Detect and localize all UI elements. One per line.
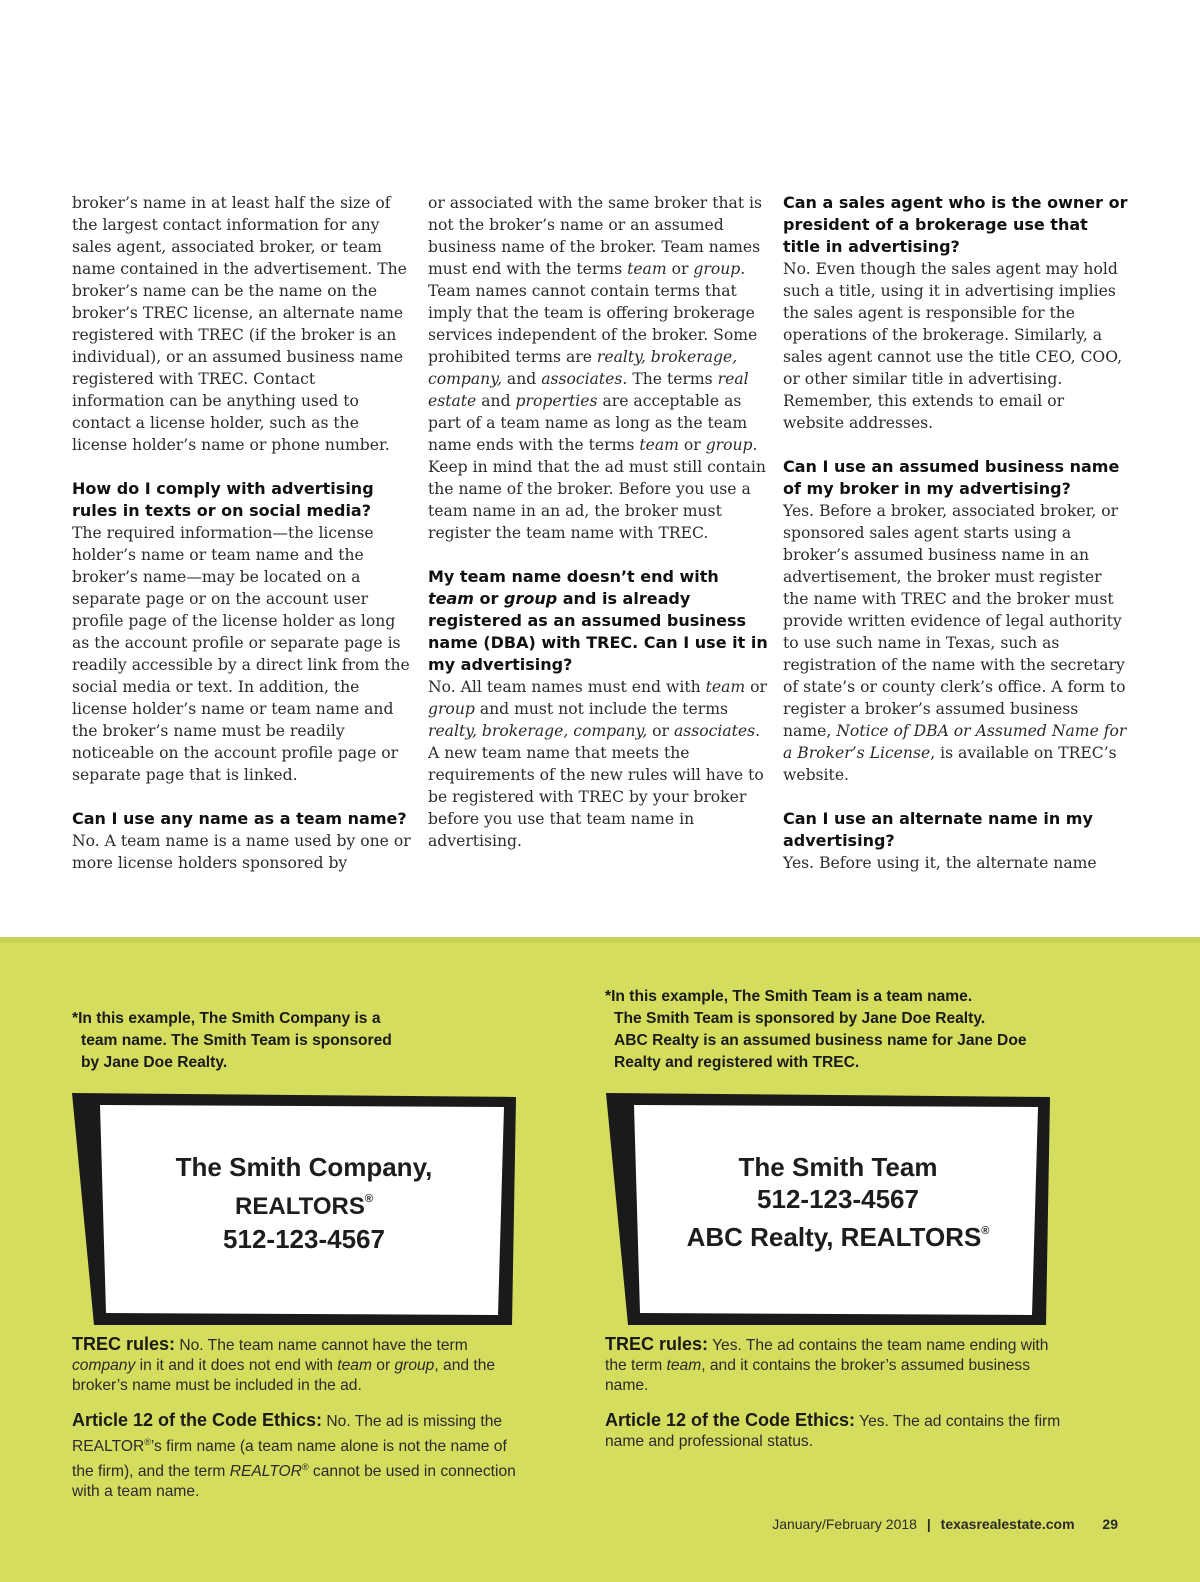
answer-paragraph: No. A team name is a name used by one or more license holders sponsored by — [72, 832, 411, 872]
answer-paragraph: No. All team names must end with team or group and must not include the terms realty, brokerage, company, or associates. A new team name that meets the requirements of the new rules will have to be registered with TREC by your broker before you use that team name in advertising. — [428, 678, 767, 850]
question-heading: Can I use an assumed business name of my broker in my advertising? — [783, 457, 1120, 498]
code-of-ethics: Article 12 of the Code Ethics: No. The ad is missing the REALTOR®’s firm name (a team name alone is not the name of the firm), and the term REALTOR® cannot be used in connection with a team name. — [72, 1410, 516, 1501]
article-column-2 — [428, 192, 768, 852]
ad-text: The Smith Team 512-123-4567 ABC Realty, REALTORS® — [686, 1152, 990, 1252]
example-1-note: *In this example, The Smith Company is a team name. The Smith Team is sponsored by Jane Doe Realty. — [72, 1010, 392, 1071]
example-2-ad — [606, 1093, 1050, 1323]
paragraph: or associated with the same broker that is not the broker’s name or an assumed business name of the broker. Team names must end with the terms team or group. Team names cannot contain terms that imply that the team is offering brokerage services independent of the broker. Some prohibited terms are realty, brokerage, company, and associates. The terms real estate and properties are acceptable as part of a team name as long as the team name ends with the terms team or group. Keep in mind that the ad must still contain the name of the broker. Before you use a team name in an ad, the broker must register the team name with TREC. — [428, 194, 766, 542]
page-number: 29 — [1102, 1516, 1118, 1532]
trec-rules: TREC rules: Yes. The ad contains the team name ending with the term team, and it contains the broker’s assumed business name. — [605, 1334, 1049, 1394]
trec-rules: TREC rules: No. The team name cannot have the term company in it and it does not end with team or group, and the broker’s name must be included in the ad. — [72, 1334, 496, 1394]
question-heading: Can I use any name as a team name? — [72, 809, 407, 828]
question-heading: My team name doesn’t end with team or group and is already registered as an assumed business name (DBA) with TREC. Can I use it in my advertising? — [428, 567, 768, 674]
example-2-rules — [605, 1334, 1065, 1466]
answer-paragraph: The required information—the license holder’s name or team name and the broker’s name—may be located on a separate page or on the account user profile page of the license holder as long as the account profile or separate page is readily accessible by a direct link from the social media or text. In addition, the license holder’s name or team name and the broker’s name must be readily noticeable on the account profile page or separate page that is linked. — [72, 524, 410, 784]
answer-paragraph: Yes. Before using it, the alternate name — [783, 854, 1097, 872]
example-1-rules — [72, 1334, 532, 1516]
paragraph: broker’s name in at least half the size of the largest contact information for any sales agent, associated broker, or team name contained in the advertisement. The broker’s name can be the name on the broker’s TREC license, an alternate name registered with TREC (if the broker is an individual), or an assumed business name registered with TREC. Contact information can be anything used to contact a license holder, such as the license holder’s name or phone number. — [72, 194, 407, 454]
question-heading: Can a sales agent who is the owner or president of a brokerage use that title in advertising? — [783, 193, 1128, 256]
example-1-ad — [72, 1093, 516, 1323]
example-2-note: *In this example, The Smith Team is a team name. The Smith Team is sponsored by Jane Doe Realty. ABC Realty is an assumed business name for Jane Doe Realty and registered with TREC. — [605, 988, 1027, 1071]
code-of-ethics: Article 12 of the Code Ethics: Yes. The ad contains the firm name and professional status. — [605, 1410, 1061, 1450]
site-link[interactable]: texasrealestate.com — [940, 1516, 1075, 1532]
ad-text: The Smith Company, REALTORS® 512-123-4567 — [175, 1152, 433, 1254]
issue-date: January/February 2018 — [772, 1516, 917, 1532]
question-heading: How do I comply with advertising rules in texts or on social media? — [72, 479, 374, 520]
article-column-3 — [783, 192, 1128, 874]
answer-paragraph: Yes. Before a broker, associated broker, or sponsored sales agent starts using a broker’s assumed business name in an advertisement, the broker must register the name with TREC and the broker must provide written evidence of legal authority to use such name in Texas, such as registration of the name with the secretary of state’s or county clerk’s office. A form to register a broker’s assumed business name, Notice of DBA or Assumed Name for a Broker’s License, is available on TREC’s website. — [783, 502, 1127, 784]
question-heading: Can I use an alternate name in my advertising? — [783, 809, 1093, 850]
footer-separator: | — [926, 1516, 931, 1532]
article-column-1 — [72, 192, 412, 874]
page-footer — [772, 1516, 1118, 1532]
answer-paragraph: No. Even though the sales agent may hold such a title, using it in advertising implies the sales agent is responsible for the operations of the brokerage. Similarly, a sales agent cannot use the title CEO, COO, or other similar title in advertising. Remember, this extends to email or website addresses. — [783, 260, 1123, 432]
